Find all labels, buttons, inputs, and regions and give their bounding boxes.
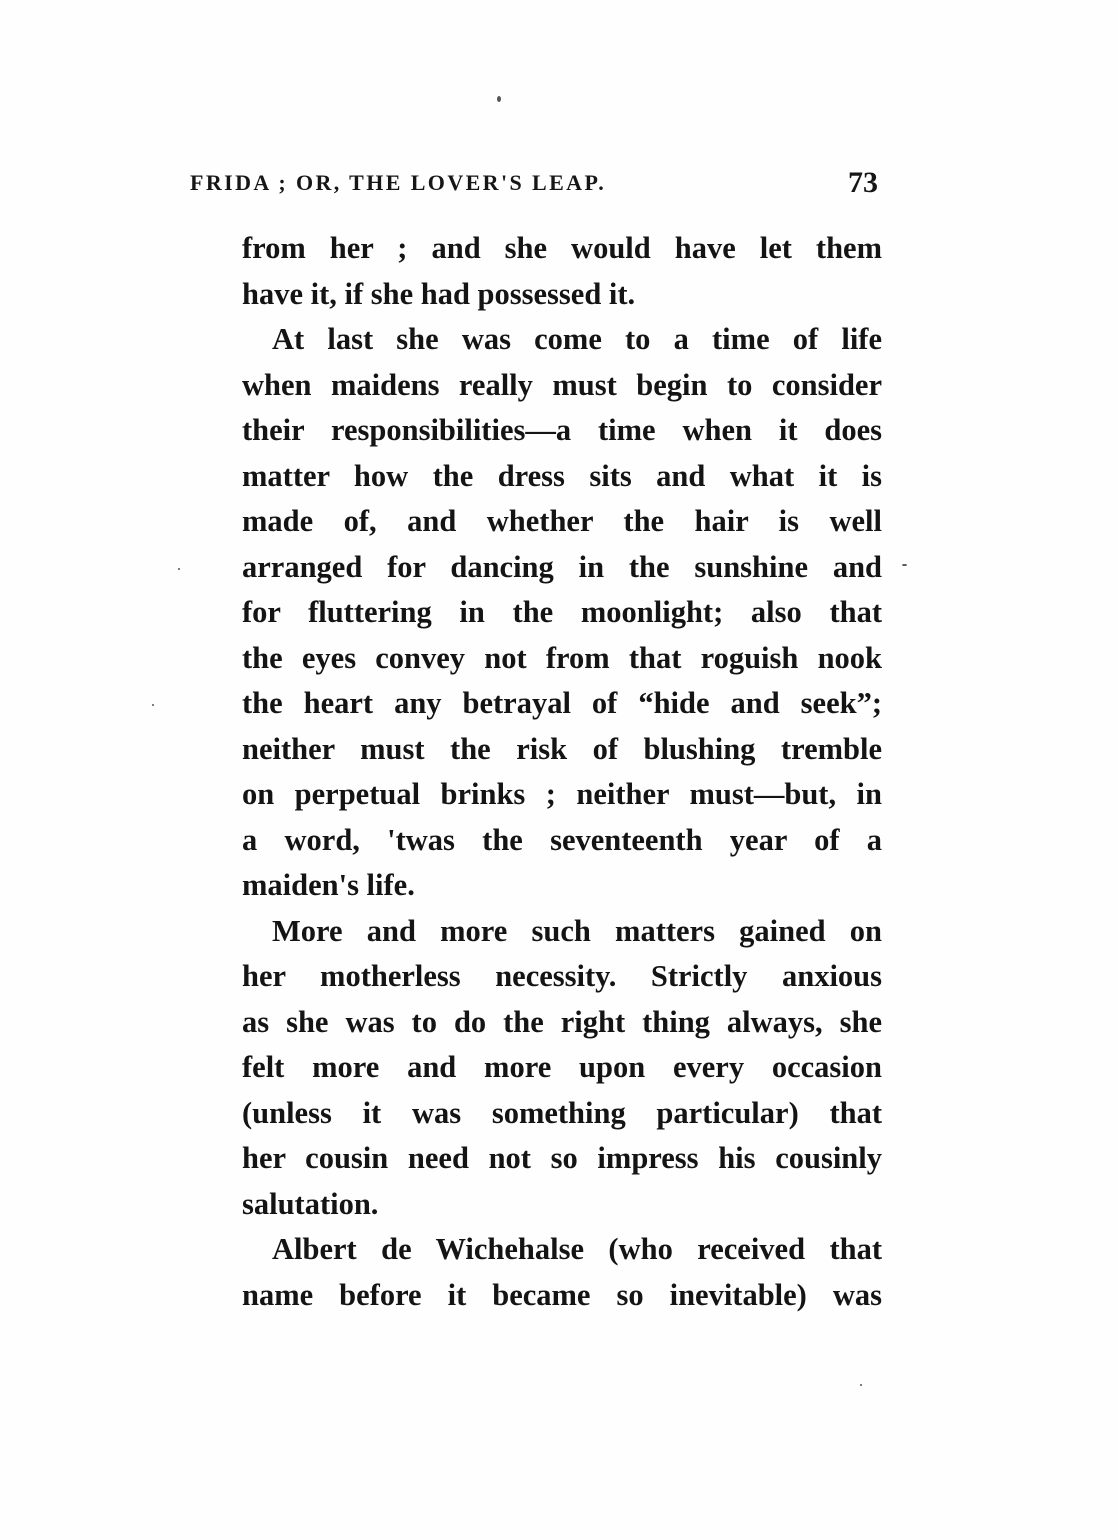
text-line: arranged for dancing in the sunshine and <box>242 549 882 584</box>
ink-speck <box>152 704 154 706</box>
text-line: name before it became so inevitable) was <box>242 1277 882 1312</box>
text-line: the heart any betrayal of “hide and seek”; <box>242 686 882 720</box>
body-text <box>242 226 882 1318</box>
text-line: on perpetual brinks ; neither must—but, in <box>242 777 882 811</box>
text-line: (unless it was something particular) that <box>242 1095 882 1130</box>
text-line: the eyes convey not from that roguish nook <box>242 640 882 675</box>
running-title: FRIDA ; OR, THE LOVER'S LEAP. <box>190 170 607 195</box>
text-line: as she was to do the right thing always, she <box>242 1004 882 1039</box>
text-line: Albert de Wichehalse (who received that <box>272 1232 882 1266</box>
text-line: when maidens really must begin to consider <box>242 367 882 402</box>
paragraph <box>242 226 882 317</box>
paragraph <box>242 317 882 909</box>
text-line: salutation. <box>242 1186 379 1221</box>
ink-speck <box>497 96 501 102</box>
text-line: for fluttering in the moonlight; also that <box>242 595 882 629</box>
text-line: felt more and more upon every occasion <box>242 1050 882 1084</box>
text-line: neither must the risk of blushing tremble <box>242 731 882 766</box>
text-line: her motherless necessity. Strictly anxious <box>242 959 882 993</box>
paragraph <box>242 1227 882 1318</box>
text-line: have it, if she had possessed it. <box>242 276 636 311</box>
ink-speck <box>860 1384 862 1386</box>
paragraph <box>242 909 882 1228</box>
text-line: their responsibilities—a time when it does <box>242 413 882 447</box>
text-line: from her ; and she would have let them <box>242 231 882 265</box>
text-line: made of, and whether the hair is well <box>242 504 882 538</box>
text-line: her cousin need not so impress his cousinly <box>242 1141 882 1175</box>
text-line: More and more such matters gained on <box>272 913 882 948</box>
text-line: maiden's life. <box>242 868 415 902</box>
ink-speck <box>902 564 907 566</box>
text-line: a word, 'twas the seventeenth year of a <box>242 822 882 857</box>
text-line: At last she was come to a time of life <box>272 322 882 356</box>
text-line: matter how the dress sits and what it is <box>242 458 882 493</box>
page-number: 73 <box>848 166 878 199</box>
ink-speck <box>178 568 180 570</box>
running-head <box>190 166 882 202</box>
